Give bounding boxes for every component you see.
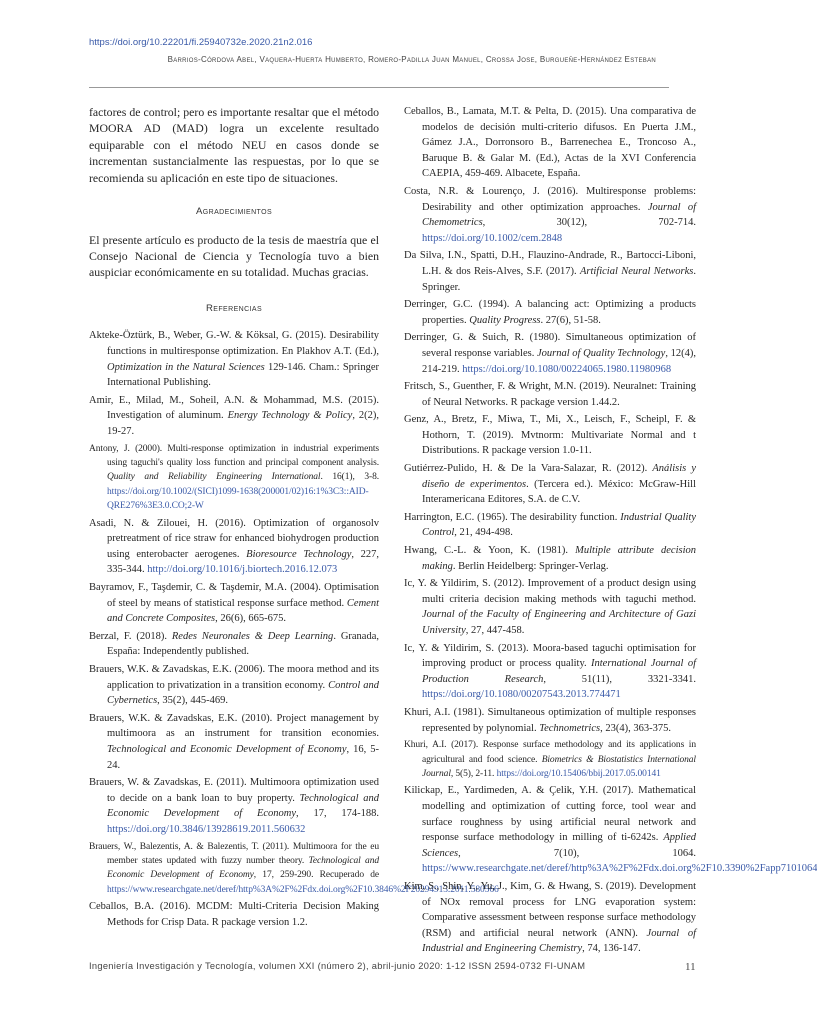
reference-item: [404, 104, 696, 182]
reference-text: Gutiérrez-Pulido, H. & De la Vara-Salazar, R. (2012).: [404, 463, 653, 475]
reference-link[interactable]: https://doi.org/10.15406/bbij.2017.05.00141: [496, 768, 661, 779]
reference-source: Multiple attribute decision making: [422, 545, 697, 572]
reference-details: . 27(6), 51-58.: [540, 314, 601, 326]
reference-details: 129-146. Cham.: Springer International Publishing.: [107, 361, 380, 389]
reference-text: Da Silva, I.N., Spatti, D.H., Flauzino-Andrade, R., Bartocci-Liboni, L.H. & dos Reis-Alves, S.F. (2017).: [404, 250, 696, 277]
acknowledgments-heading: Agradecimientos: [195, 206, 273, 218]
reference-text: Genz, A., Bretz, F., Miwa, T., Mi, X., Leisch, F., Scheipl, F. & Hothorn, T. (2019). Mvtnorm: Multivariate Normal and t Distributions. R package version 1.0-11.: [404, 414, 696, 457]
right-column: [404, 104, 817, 959]
header-doi-link[interactable]: https://doi.org/10.22201/fi.25940732e.2020.21n2.016: [89, 37, 313, 48]
reference-item: [404, 510, 696, 541]
reference-text: Ic, Y. & Yildirim, S. (2013). Moora-based taguchi optimisation for improving product or process quality.: [404, 642, 696, 670]
reference-item: [404, 379, 696, 410]
references-heading: Referencias: [205, 302, 263, 314]
reference-text: Hwang, C.-L. & Yoon, K. (1981).: [404, 545, 576, 557]
reference-details: , 74, 136-147.: [582, 943, 641, 955]
reference-item: [89, 662, 379, 709]
reference-text: Ceballos, B., Lamata, M.T. & Pelta, D. (2015). Una comparativa de modelos de decisión multi-criterio difusos. En Puerta J.M., Gámez J.A., Dorronsoro B., Barrenechea E., Troncoso A., Baruque B. & Galar M. (Ed.), Actas de la XVI Conferencia CAEPIA, 459-469. Albacete, España.: [404, 106, 696, 180]
reference-text: Derringer, G. & Suich, R. (1980). Simultaneous optimization of several response variables.: [404, 332, 696, 359]
reference-source: Applied Sciences: [422, 832, 696, 859]
reference-text: Kilickap, E., Yardimeden, A. & Çelik, Y.H. (2017). Mathematical modelling and optimization of cutting force, tool wear and surface roughness by using artificial neural network and response surface methodology in milling of ti-6242s.: [404, 785, 696, 844]
reference-item: [89, 899, 379, 930]
reference-text: Harrington, E.C. (1965). The desirability function.: [404, 511, 621, 523]
reference-text: Brauers, W. & Zavadskas, E. (2011). Multimoora optimization used to decide on a bank loan to buy property.: [89, 777, 379, 804]
reference-details: , 5(5), 2-11.: [450, 768, 497, 779]
reference-link[interactable]: https://www.researchgate.net/deref/http%3A%2F%2Fdx.doi.org%2F10.3390%2Fapp7101064: [422, 863, 817, 875]
footer-journal-info: Ingeniería Investigación y Tecnología, volumen XXI (número 2), abril-junio 2020: 1-12 ISSN 2594-0732 FI-UNAM: [89, 961, 586, 971]
reference-item: [89, 580, 379, 627]
reference-source: Quality and Reliability Engineering International: [107, 472, 321, 483]
reference-link[interactable]: http://doi.org/10.1016/j.biortech.2016.12.073: [147, 564, 338, 576]
reference-details: , 16, 5-24.: [107, 743, 379, 771]
reference-source: Optimization in the Natural Sciences: [107, 361, 265, 373]
reference-details: , 23(4), 363-375.: [600, 722, 671, 734]
reference-source: Quality Progress: [469, 314, 541, 326]
reference-details: . Berlin Heidelberg: Springer-Verlag.: [452, 560, 609, 572]
reference-details: , 2(2), 19-27.: [107, 410, 379, 437]
reference-details: , 21, 494-498.: [454, 527, 513, 539]
reference-text: Berzal, F. (2018).: [89, 630, 172, 642]
reference-text: Asadi, N. & Zilouei, H. (2016). Optimization of organosolv pretreatment of rice straw for enhanced biohydrogen production using enterobacter aerogenes.: [89, 517, 379, 560]
reference-text: Bayramov, F., Taşdemir, C. & Taşdemir, M.A. (2004). Optimisation of steel by means of statistical response surface method.: [89, 582, 379, 609]
reference-link[interactable]: https://doi.org/10.1002/cem.2848: [422, 232, 563, 244]
reference-details: , 35(2), 445-469.: [157, 695, 229, 707]
reference-item: [89, 711, 379, 773]
reference-source: Technological and Economic Development of Economy: [107, 792, 379, 820]
reference-source: Technometrics: [539, 722, 601, 734]
reference-item: [404, 184, 696, 246]
reference-source: Artificial Neural Networks: [579, 265, 694, 277]
reference-item: [404, 705, 696, 736]
reference-details: , 7(10), 1064.: [458, 847, 696, 859]
acknowledgments-paragraph: El presente artículo es producto de la tesis de maestría que el Consejo Nacional de Ciencia y Tecnología tuvo a bien auspiciar económicamente en su totalidad. Muchas gracias.: [89, 232, 379, 280]
reference-details: , 227, 335-344.: [107, 548, 380, 576]
reference-item: [404, 543, 696, 574]
reference-text: Antony, J. (2000). Multi-response optimization in industrial experiments using taguchi's quality loss function and principal component analysis.: [89, 443, 379, 468]
reference-text: Khuri, A.I. (1981). Simultaneous optimization of multiple responses represented by polynomial.: [404, 706, 696, 734]
reference-source: Technological and Economic Development of Economy: [107, 743, 347, 755]
reference-details: , 51(11), 3321-3341.: [543, 673, 696, 685]
reference-text: Costa, N.R. & Lourenço, J. (2016). Multiresponse problems: Desirability and other optimization approaches.: [404, 185, 696, 213]
header-authors: Barrios-Córdova Abel, Vaquera-Huerta Humberto, Romero-Padilla Juan Manuel, Crossa Jose, Burgueñe-Hernández Esteban: [167, 55, 656, 64]
reference-source: Redes Neuronales & Deep Learning: [171, 630, 334, 642]
reference-source: Industrial Quality Control: [422, 511, 696, 539]
reference-text: Brauers, W.K. & Zavadskas, E.K. (2010). Project management by multimoora as an instrument for transition economies.: [89, 712, 379, 740]
reference-text: Ic, Y. & Yildirim, S. (2012). Improvement of a product design using multi criteria decision making methods with taguchi method.: [404, 578, 696, 605]
reference-item: [404, 576, 696, 638]
reference-source: Journal of Quality Technology: [536, 347, 666, 359]
reference-item: [404, 330, 696, 377]
reference-text: Ceballos, B.A. (2016). MCDM: Multi-Criteria Decision Making Methods for Crisp Data. R package version 1.2.: [89, 901, 379, 928]
reference-item: [404, 783, 817, 877]
reference-source: Journal of the Faculty of Engineering and Architecture of Gazi University: [422, 609, 696, 636]
reference-source: Biometrics & Biostatistics International Journal: [422, 754, 696, 779]
reference-link[interactable]: https://doi.org/10.1080/00224065.1980.11980968: [462, 363, 672, 375]
reference-details: , 26(6), 665-675.: [215, 613, 286, 625]
reference-item: [89, 775, 379, 837]
header-divider: [89, 87, 669, 88]
reference-source: Technological and Economic Development of Economy: [107, 855, 380, 881]
reference-text: Brauers, W., Balezentis, A. & Balezentis, T. (2011). Multimoora for the eu member states updated with fuzzy number theory.: [89, 841, 379, 866]
intro-paragraph: factores de control; pero es importante resaltar que el método MOORA AD (MAD) logra un excelente resultado equiparable con el método NEU en casos donde se incrementan sustancialmente las respuestas, por lo que se recomienda su aplicación en este tipo de situaciones.: [89, 105, 379, 185]
reference-source: Journal of Chemometrics: [422, 201, 696, 229]
reference-details: . Springer.: [422, 265, 696, 293]
reference-details: . (Tercera ed.). México: McGraw-Hill Interamericana Editores, S.A. de C.V.: [422, 478, 696, 506]
reference-item: [404, 738, 696, 781]
reference-link[interactable]: https://doi.org/10.3846/13928619.2011.560632: [107, 823, 306, 835]
reference-item: [89, 328, 379, 390]
reference-text: Brauers, W.K. & Zavadskas, E.K. (2006). The moora method and its application to privatization in a transition economy.: [89, 663, 379, 691]
reference-text: Akteke-Öztürk, B., Weber, G.-W. & Köksal, G. (2015). Desirability functions in multiresponse optimization. En Plakhov A.T. (Ed.),: [89, 330, 379, 358]
reference-item: [404, 879, 696, 957]
reference-text: Khuri, A.I. (2017). Response surface methodology and its applications in agricultural and food science.: [404, 740, 696, 765]
reference-text: Kim, S., Shin, Y., Yu, J., Kim, G. & Hwang, S. (2019). Development of NOx removal process for LNG evaporation system: Comparative assessment between response surface methodology (RSM) and artificial neural network (ANN).: [404, 880, 696, 939]
reference-item: [404, 297, 696, 328]
reference-item: [404, 641, 696, 703]
references-list-right: [404, 104, 817, 957]
reference-source: Journal of Industrial and Engineering Chemistry: [422, 927, 696, 955]
reference-details: , 12(4), 214-219.: [422, 347, 696, 375]
reference-details: , 27, 447-458.: [465, 625, 525, 636]
reference-text: Fritsch, S., Guenther, F. & Wright, M.N. (2019). Neuralnet: Training of Neural Networks. R package version 1.44.2.: [404, 381, 696, 408]
reference-source: Energy Technology & Policy: [227, 410, 353, 422]
reference-link[interactable]: https://www.researchgate.net/deref/http%3A%2F%2Fdx.doi.org%2F10.3846%2F20294913.2011.580566: [107, 884, 499, 895]
reference-source: International Journal of Production Research: [422, 658, 696, 685]
page-number: 11: [685, 961, 696, 973]
reference-item: [404, 412, 696, 459]
reference-source: Análisis y diseño de experimentos: [422, 463, 696, 490]
reference-source: Control and Cybernetics: [107, 679, 379, 707]
reference-details: . 16(1), 3-8.: [320, 472, 379, 483]
reference-link[interactable]: https://doi.org/10.1080/00207543.2013.774471: [422, 689, 621, 701]
reference-item: [404, 461, 696, 508]
reference-details: , 17, 259-290. Recuperado de: [253, 870, 379, 881]
reference-item: [89, 516, 379, 578]
reference-item: [404, 248, 696, 295]
reference-link[interactable]: https://doi.org/10.1002/(SICI)1099-1638(200001/02)16:1%3C3::AID-QRE276%3E3.0.CO;2-W: [107, 486, 369, 512]
reference-source: Cement and Concrete Composites: [107, 597, 379, 625]
reference-item: [89, 393, 379, 440]
reference-item: [89, 840, 499, 898]
reference-details: , 17, 174-188.: [296, 808, 379, 820]
reference-details: , 30(12), 702-714.: [482, 217, 696, 229]
reference-item: [89, 629, 379, 660]
reference-source: Bioresource Technology: [246, 548, 352, 560]
reference-item: [89, 442, 379, 514]
reference-text: Amir, E., Milad, M., Soheil, A.N. & Mohammad, M.S. (2015). Investigation of aluminum.: [89, 394, 379, 422]
reference-details: . Granada, España: Independently published.: [107, 630, 379, 658]
reference-text: Derringer, G.C. (1994). A balancing act: Optimizing a products properties.: [404, 299, 696, 326]
